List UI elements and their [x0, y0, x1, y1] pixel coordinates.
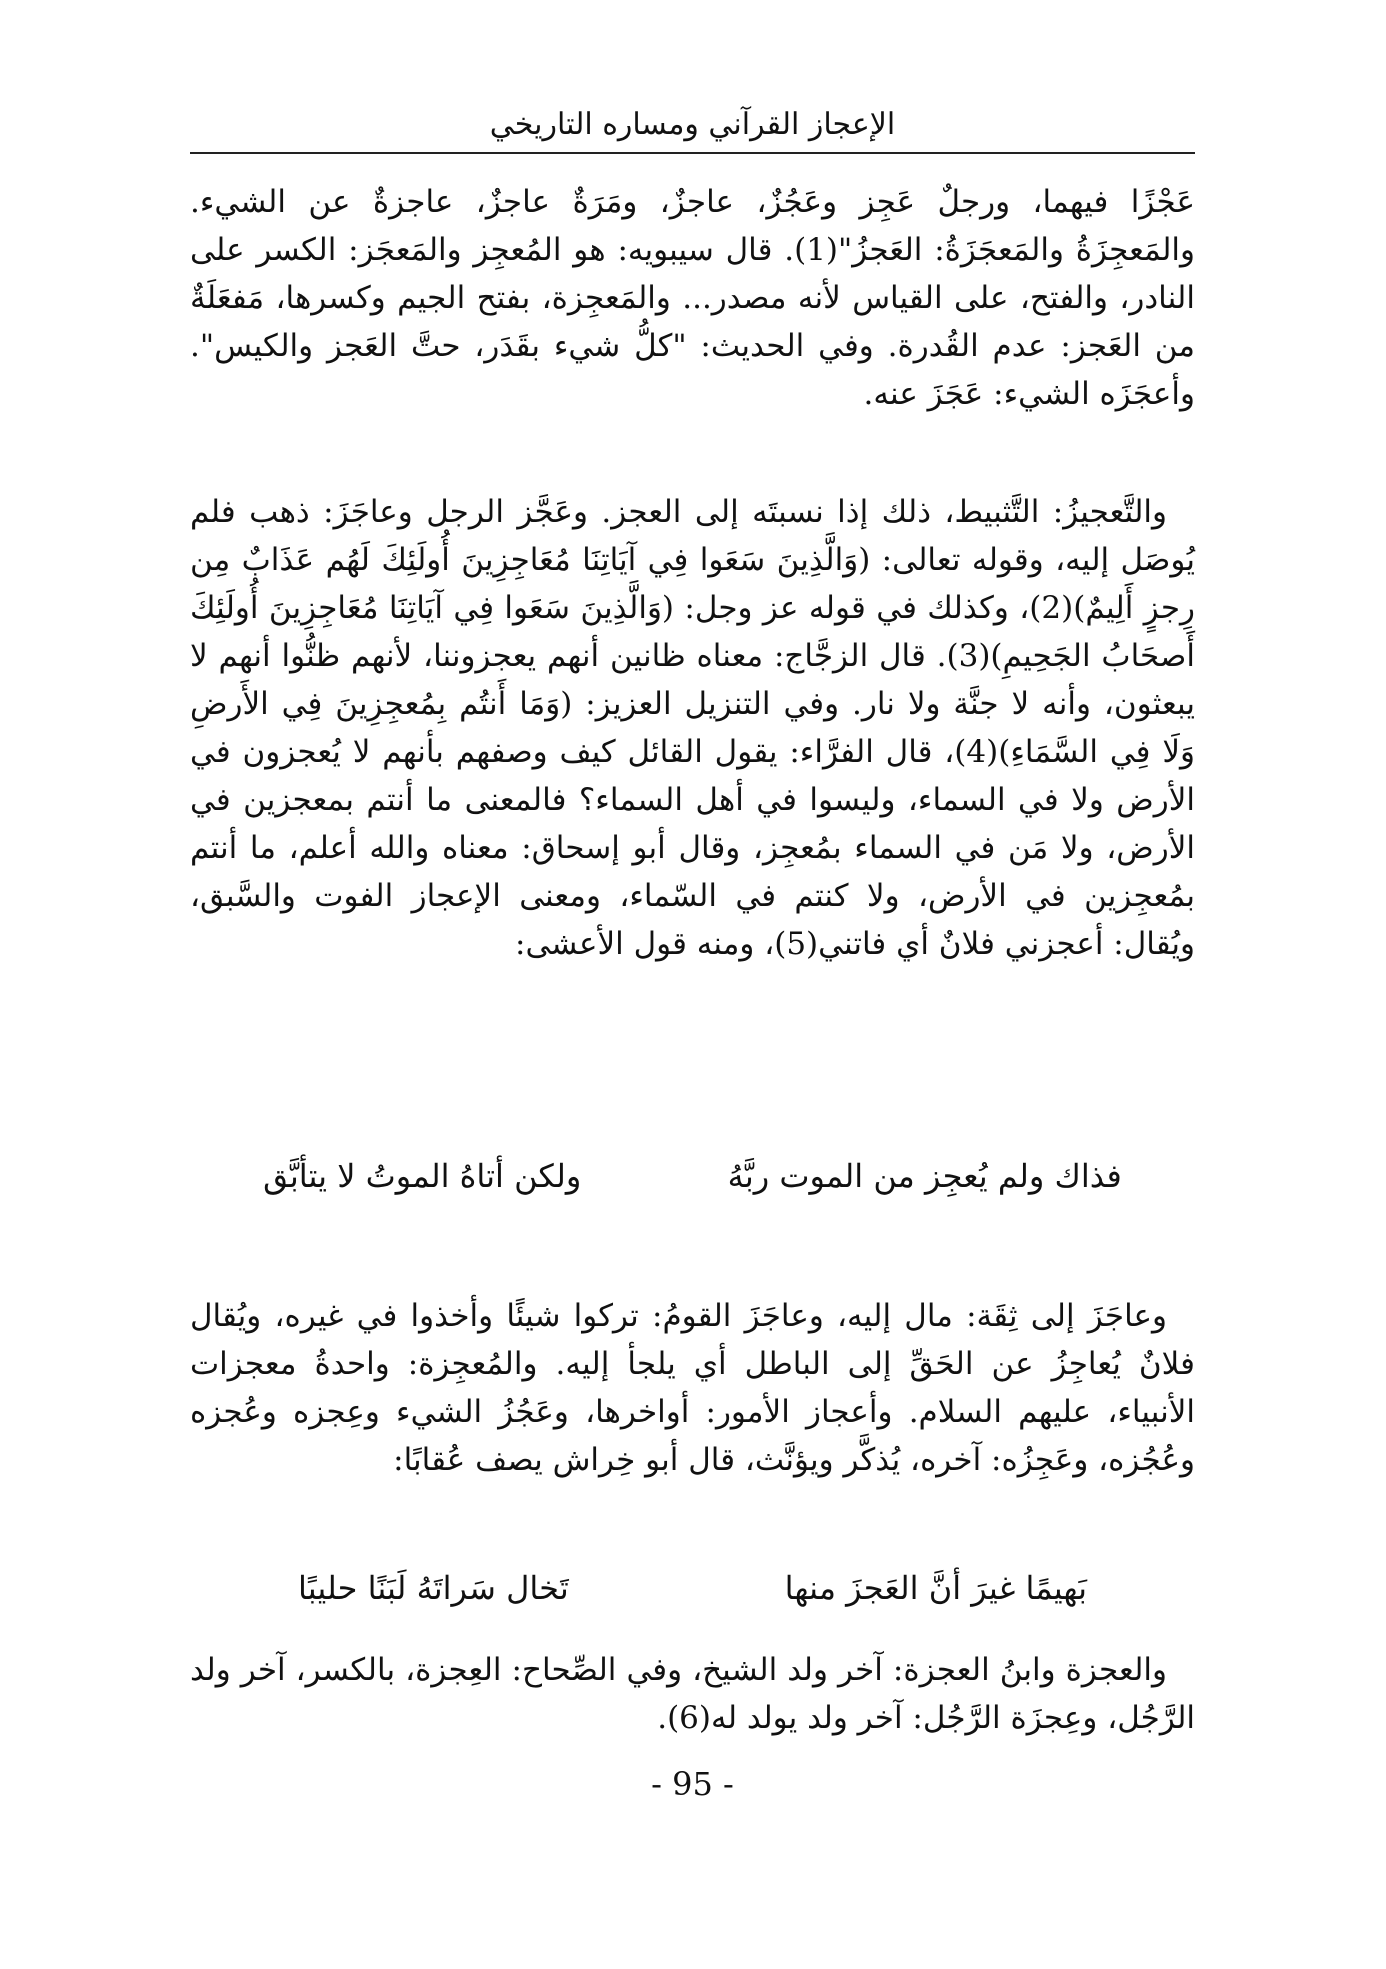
verse-1-second-hemistich: ولكن أتاهُ الموتُ لا يتأبَّق: [263, 1157, 582, 1195]
running-header: الإعجاز القرآني ومساره التاريخي: [489, 107, 896, 142]
paragraph-4: والعجزة وابنُ العجزة: آخر ولد الشيخ، وفي الصِّحاح: العِجزة، بالكسر، آخر ولد الرَّجُل، وعِجزَة الرَّجُل: آخر ولد يولد له(6).: [190, 1652, 1195, 1736]
verse-2-first-hemistich: بَهيمًا غيرَ أنَّ العَجزَ منها: [784, 1569, 1088, 1607]
paragraph-2: والتَّعجيزُ: التَّثبيط، ذلك إذا نسبتَه إلى العجز. وعَجَّز الرجل وعاجَزَ: ذهب فلم يُوصَل إليه، وقوله تعالى: (وَالَّذِينَ سَعَوا فِي آيَاتِنَا مُعَاجِزِينَ أُولَئِكَ لَهُم عَذَابٌ مِن رِجزٍ أَلِيمٌ)(2)، وكذلك في قوله عز وجل: (وَالَّذِينَ سَعَوا فِي آيَاتِنَا مُعَاجِزِينَ أُولَئِكَ أَصحَابُ الجَحِيمِ)(3). قال الزجَّاج: معناه ظانين أنهم يعجزوننا، لأنهم ظنُّوا أنهم لا يبعثون، وأنه لا جنَّة ولا نار. وفي التنزيل العزيز: (وَمَا أَنتُم بِمُعجِزِينَ فِي الأَرضِ وَلَا فِي السَّمَاءِ)(4)، قال الفرَّاء: يقول القائل كيف وصفهم بأنهم لا يُعجزون في الأرض ولا في السماء، وليسوا في أهل السماء؟ فالمعنى ما أنتم بمعجزين في الأرض، ولا مَن في السماء بمُعجِز، وقال أبو إسحاق: معناه والله أعلم، ما أنتم بمُعجِزين في الأرض، ولا كنتم في السّماء، ومعنى الإعجاز الفوت والسَّبق، ويُقال: أعجزني فلانٌ أي فاتني(5)، ومنه قول الأعشى:: [190, 494, 1196, 962]
verse-1-first-hemistich: فذاك ولم يُعجِز من الموت ربَّهُ: [727, 1157, 1122, 1195]
poetry-verse-2: [190, 1560, 1195, 1616]
paragraph-3: وعاجَزَ إلى ثِقَة: مال إليه، وعاجَزَ القومُ: تركوا شيئًا وأخذوا في غيره، ويُقال فلانٌ يُعاجِزُ عن الحَقِّ إلى الباطل أي يلجأ إليه. والمُعجِزة: واحدةُ معجزات الأنبياء، عليهم السلام. وأعجاز الأمور: أواخرها، وعَجُزُ الشيء وعِجزه وعُجزه وعُجُزه، وعَجِزُه: آخره، يُذكَّر ويؤنَّث، قال أبو خِراش يصف عُقابًا:: [190, 1298, 1195, 1478]
verse-2-second-hemistich: تَخال سَراتَهُ لَبَنًا حليبًا: [297, 1569, 569, 1607]
header-rule: [190, 152, 1195, 154]
poetry-verse-1: [190, 1148, 1195, 1204]
page-number: - 95 -: [651, 1765, 734, 1803]
paragraph-1: عَجْزًا فيهما، ورجلٌ عَجِز وعَجُزٌ، عاجزٌ، ومَرَةٌ عاجزٌ، عاجزةٌ عن الشيء. والمَعجِزَةُ والمَعجَزَةُ: العَجزُ"(1). قال سيبويه: هو المُعجِز والمَعجَز: الكسر على النادر، والفتح، على القياس لأنه مصدر... والمَعجِزة، بفتح الجيم وكسرها، مَفعَلَةٌ من العَجز: عدم القُدرة. وفي الحديث: "كلُّ شيء بقَدَر، حتَّ العَجز والكيس". وأعجَزَه الشيء: عَجَزَ عنه.: [190, 184, 1195, 412]
